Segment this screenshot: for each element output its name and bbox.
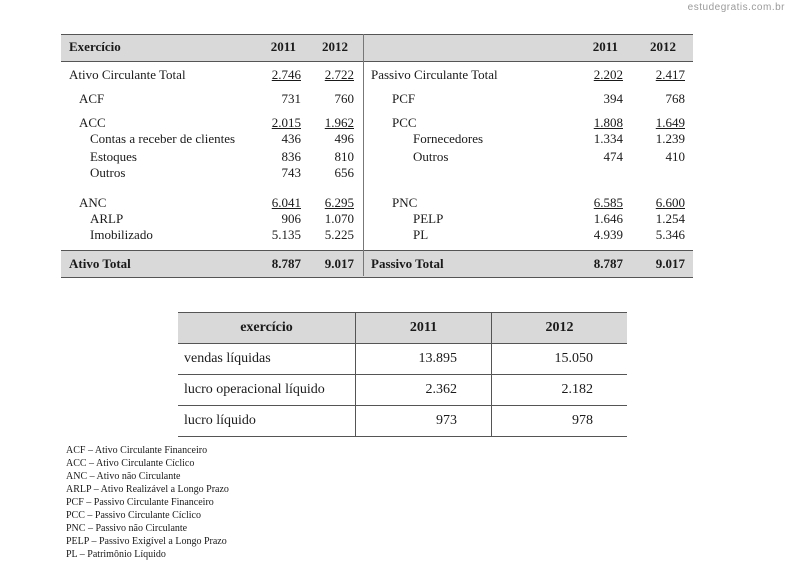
income-value: 2.182 — [492, 375, 628, 406]
right-row-label: PELP — [413, 211, 444, 226]
income-label: vendas líquidas — [178, 344, 356, 375]
income-label: lucro operacional líquido — [178, 375, 356, 406]
right-row-label: Outros — [413, 149, 449, 164]
left-row-label: Ativo Circulante Total — [69, 67, 186, 82]
total-left-label: Ativo Total — [69, 256, 131, 271]
left-row-v1: 2.015 — [271, 115, 301, 130]
legend-item: PELP – Passivo Exigível a Longo Prazo — [66, 536, 227, 547]
right-row-label: Fornecedores — [413, 131, 484, 146]
income-header-row — [178, 313, 627, 344]
left-row-v1: 6.041 — [271, 195, 301, 210]
left-row-v2: 760 — [334, 91, 354, 106]
left-row-v2: 656 — [334, 165, 354, 180]
income-row — [178, 406, 627, 437]
right-row-v2: 1.649 — [655, 115, 685, 130]
total-right-v2: 9.017 — [655, 256, 685, 271]
header-year-1-right: 2011 — [592, 39, 618, 54]
left-row-label: ACC — [79, 115, 106, 130]
right-row-v2: 410 — [665, 149, 685, 164]
right-row-v2: 5.346 — [655, 227, 685, 242]
right-row-v2: 768 — [665, 91, 685, 106]
income-value: 15.050 — [492, 344, 628, 375]
header-label: Exercício — [69, 39, 121, 54]
total-right-v1: 8.787 — [593, 256, 623, 271]
right-row-label: PCF — [392, 91, 416, 106]
legend-item: ACC – Ativo Circulante Cíclico — [66, 458, 195, 469]
left-row-v2: 1.070 — [324, 211, 354, 226]
left-row-v1: 906 — [281, 211, 301, 226]
left-row-v2: 1.962 — [324, 115, 354, 130]
right-row-v2: 6.600 — [655, 195, 685, 210]
left-row-v1: 731 — [281, 91, 301, 106]
header-year-2-right: 2012 — [650, 39, 676, 54]
legend-item: PCC – Passivo Circulante Cíclico — [66, 510, 201, 521]
right-row-v1: 1.334 — [593, 131, 623, 146]
header-year-2-left: 2012 — [322, 39, 348, 54]
right-row-v1: 1.646 — [593, 211, 623, 226]
right-row-v1: 474 — [603, 149, 623, 164]
income-value: 978 — [492, 406, 628, 437]
left-row-v2: 496 — [334, 131, 354, 146]
income-header-cell: 2011 — [356, 313, 492, 344]
balance-sheet — [61, 34, 693, 276]
income-row — [178, 375, 627, 406]
right-row-v1: 1.808 — [593, 115, 623, 130]
abbreviation-legend — [66, 444, 229, 561]
income-header-cell: exercício — [178, 313, 356, 344]
income-value: 2.362 — [356, 375, 492, 406]
income-row — [178, 344, 627, 375]
total-left-v2: 9.017 — [324, 256, 354, 271]
right-row-label: Passivo Circulante Total — [371, 67, 498, 82]
left-row-v1: 836 — [281, 149, 301, 164]
left-row-v2: 6.295 — [324, 195, 354, 210]
left-row-label: Contas a receber de clientes — [90, 131, 236, 146]
right-row-v1: 2.202 — [593, 67, 623, 82]
right-row-v1: 4.939 — [593, 227, 623, 242]
legend-item: ACF – Ativo Circulante Financeiro — [66, 445, 208, 456]
legend-item: ANC – Ativo não Circulante — [66, 471, 181, 482]
legend-item: PNC – Passivo não Circulante — [66, 523, 188, 534]
right-row-v1: 394 — [603, 91, 623, 106]
right-row-label: PCC — [392, 115, 417, 130]
income-label: lucro líquido — [178, 406, 356, 437]
left-row-v1: 2.746 — [271, 67, 301, 82]
legend-item: PL – Patrimônio Líquido — [66, 549, 166, 560]
left-row-label: Estoques — [90, 149, 137, 164]
income-header-cell: 2012 — [492, 313, 628, 344]
income-value: 13.895 — [356, 344, 492, 375]
income-table — [178, 312, 627, 437]
left-row-v2: 2.722 — [324, 67, 354, 82]
total-right-label: Passivo Total — [371, 256, 444, 271]
legend-item: PCF – Passivo Circulante Financeiro — [66, 497, 214, 508]
site-watermark: estudegratis.com.br — [687, 2, 785, 13]
right-row-v2: 2.417 — [655, 67, 685, 82]
header-year-1-left: 2011 — [270, 39, 296, 54]
left-row-v2: 5.225 — [324, 227, 354, 242]
left-row-label: ACF — [79, 91, 105, 106]
right-row-label: PNC — [392, 195, 418, 210]
total-left-v1: 8.787 — [271, 256, 301, 271]
right-row-v2: 1.254 — [655, 211, 685, 226]
income-value: 973 — [356, 406, 492, 437]
left-row-label: ARLP — [90, 211, 124, 226]
legend-item: ARLP – Ativo Realizável a Longo Prazo — [66, 484, 229, 495]
left-row-label: Imobilizado — [90, 227, 153, 242]
right-row-v2: 1.239 — [655, 131, 685, 146]
left-row-v1: 743 — [281, 165, 301, 180]
left-row-label: ANC — [79, 195, 107, 210]
left-row-v2: 810 — [334, 149, 354, 164]
left-row-label: Outros — [90, 165, 126, 180]
right-row-label: PL — [413, 227, 429, 242]
right-row-v1: 6.585 — [593, 195, 623, 210]
balance-divider — [363, 34, 364, 276]
left-row-v1: 436 — [281, 131, 301, 146]
left-row-v1: 5.135 — [271, 227, 301, 242]
